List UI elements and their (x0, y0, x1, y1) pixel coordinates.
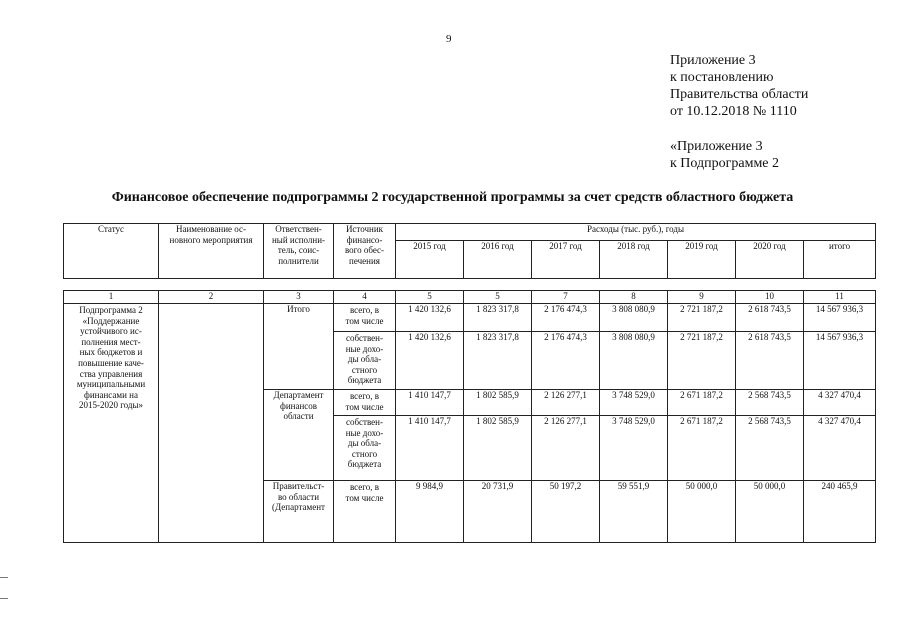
header-year: 2015 год (396, 241, 464, 279)
value-cell: 1 420 132,6 (396, 332, 464, 390)
value-cell: 20 731,9 (464, 481, 532, 543)
value-cell: 3 748 529,0 (600, 390, 668, 416)
page-number: 9 (446, 33, 452, 45)
value-cell: 1 802 585,9 (464, 390, 532, 416)
column-number-row (64, 291, 876, 304)
value-cell: 2 721 187,2 (668, 304, 736, 332)
header-year: 2017 год (532, 241, 600, 279)
source-cell: собствен- ные дохо- ды обла- стного бюджета (334, 416, 396, 481)
appendix-line: Правительства области (670, 87, 809, 102)
header-year: 2020 год (736, 241, 804, 279)
header-year: 2019 год (668, 241, 736, 279)
column-number: 4 (334, 291, 396, 304)
value-cell: 2 568 743,5 (736, 416, 804, 481)
value-cell: 14 567 936,3 (804, 304, 876, 332)
header-status: Статус (64, 224, 159, 279)
table-row (64, 304, 876, 332)
column-number: 7 (532, 291, 600, 304)
source-cell: собствен- ные дохо- ды обла- стного бюджета (334, 332, 396, 390)
column-number: 10 (736, 291, 804, 304)
financing-table (63, 290, 876, 543)
header-total: итого (804, 241, 876, 279)
appendix-quote-line: к Подпрограмме 2 (670, 156, 780, 171)
appendix-line: к постановлению (670, 70, 774, 85)
value-cell: 14 567 936,3 (804, 332, 876, 390)
value-cell: 2 618 743,5 (736, 304, 804, 332)
value-cell: 240 465,9 (804, 481, 876, 543)
value-cell: 3 808 080,9 (600, 304, 668, 332)
table-header (63, 223, 876, 279)
header-activity: Наименование ос- новного мероприятия (159, 224, 264, 279)
column-number: 11 (804, 291, 876, 304)
value-cell: 3 808 080,9 (600, 332, 668, 390)
value-cell: 9 984,9 (396, 481, 464, 543)
column-number: 2 (159, 291, 264, 304)
scan-edge-mark (0, 598, 8, 599)
value-cell: 59 551,9 (600, 481, 668, 543)
source-cell: всего, в том числе (334, 390, 396, 416)
header-executor: Ответствен- ный исполни- тель, соис- полнители (264, 224, 334, 279)
appendix-line: от 10.12.2018 № 1110 (670, 104, 797, 119)
source-cell: всего, в том числе (334, 481, 396, 543)
scan-edge-mark (0, 577, 8, 578)
value-cell: 2 721 187,2 (668, 332, 736, 390)
column-number: 5 (464, 291, 532, 304)
source-cell: всего, в том числе (334, 304, 396, 332)
value-cell: 2 126 277,1 (532, 416, 600, 481)
column-number: 9 (668, 291, 736, 304)
value-cell: 50 197,2 (532, 481, 600, 543)
column-number: 5 (396, 291, 464, 304)
value-cell: 1 410 147,7 (396, 390, 464, 416)
document-title: Финансовое обеспечение подпрограммы 2 государственной программы за счет средств областного бюджета (111, 190, 794, 205)
column-number: 8 (600, 291, 668, 304)
value-cell: 3 748 529,0 (600, 416, 668, 481)
value-cell: 50 000,0 (668, 481, 736, 543)
header-year: 2016 год (464, 241, 532, 279)
header-source: Источник финансо- вого обес- печения (334, 224, 396, 279)
column-number: 1 (64, 291, 159, 304)
appendix-line: Приложение 3 (670, 53, 756, 68)
executor-cell: Правительст- во области (Департамент (264, 481, 334, 543)
header-expenses: Расходы (тыс. руб.), годы (396, 224, 876, 241)
value-cell: 1 802 585,9 (464, 416, 532, 481)
value-cell: 2 671 187,2 (668, 390, 736, 416)
executor-cell: Департамент финансов области (264, 390, 334, 481)
value-cell: 2 126 277,1 (532, 390, 600, 416)
value-cell: 1 823 317,8 (464, 304, 532, 332)
appendix-block (670, 52, 808, 172)
value-cell: 4 327 470,4 (804, 416, 876, 481)
value-cell: 2 568 743,5 (736, 390, 804, 416)
status-cell: Подпрограмма 2 «Поддержание устойчивого ис- полнения мест- ных бюджетов и повышение каче- ства управления муниципальными финансами на 2015-2020 годы» (64, 304, 159, 543)
value-cell: 2 176 474,3 (532, 304, 600, 332)
header-year: 2018 год (600, 241, 668, 279)
value-cell: 2 671 187,2 (668, 416, 736, 481)
value-cell: 50 000,0 (736, 481, 804, 543)
value-cell: 1 410 147,7 (396, 416, 464, 481)
column-number: 3 (264, 291, 334, 304)
value-cell: 1 420 132,6 (396, 304, 464, 332)
value-cell: 1 823 317,8 (464, 332, 532, 390)
value-cell: 2 176 474,3 (532, 332, 600, 390)
value-cell: 2 618 743,5 (736, 332, 804, 390)
activity-cell (159, 304, 264, 543)
appendix-quote-line: «Приложение 3 (670, 139, 763, 154)
executor-cell: Итого (264, 304, 334, 390)
value-cell: 4 327 470,4 (804, 390, 876, 416)
